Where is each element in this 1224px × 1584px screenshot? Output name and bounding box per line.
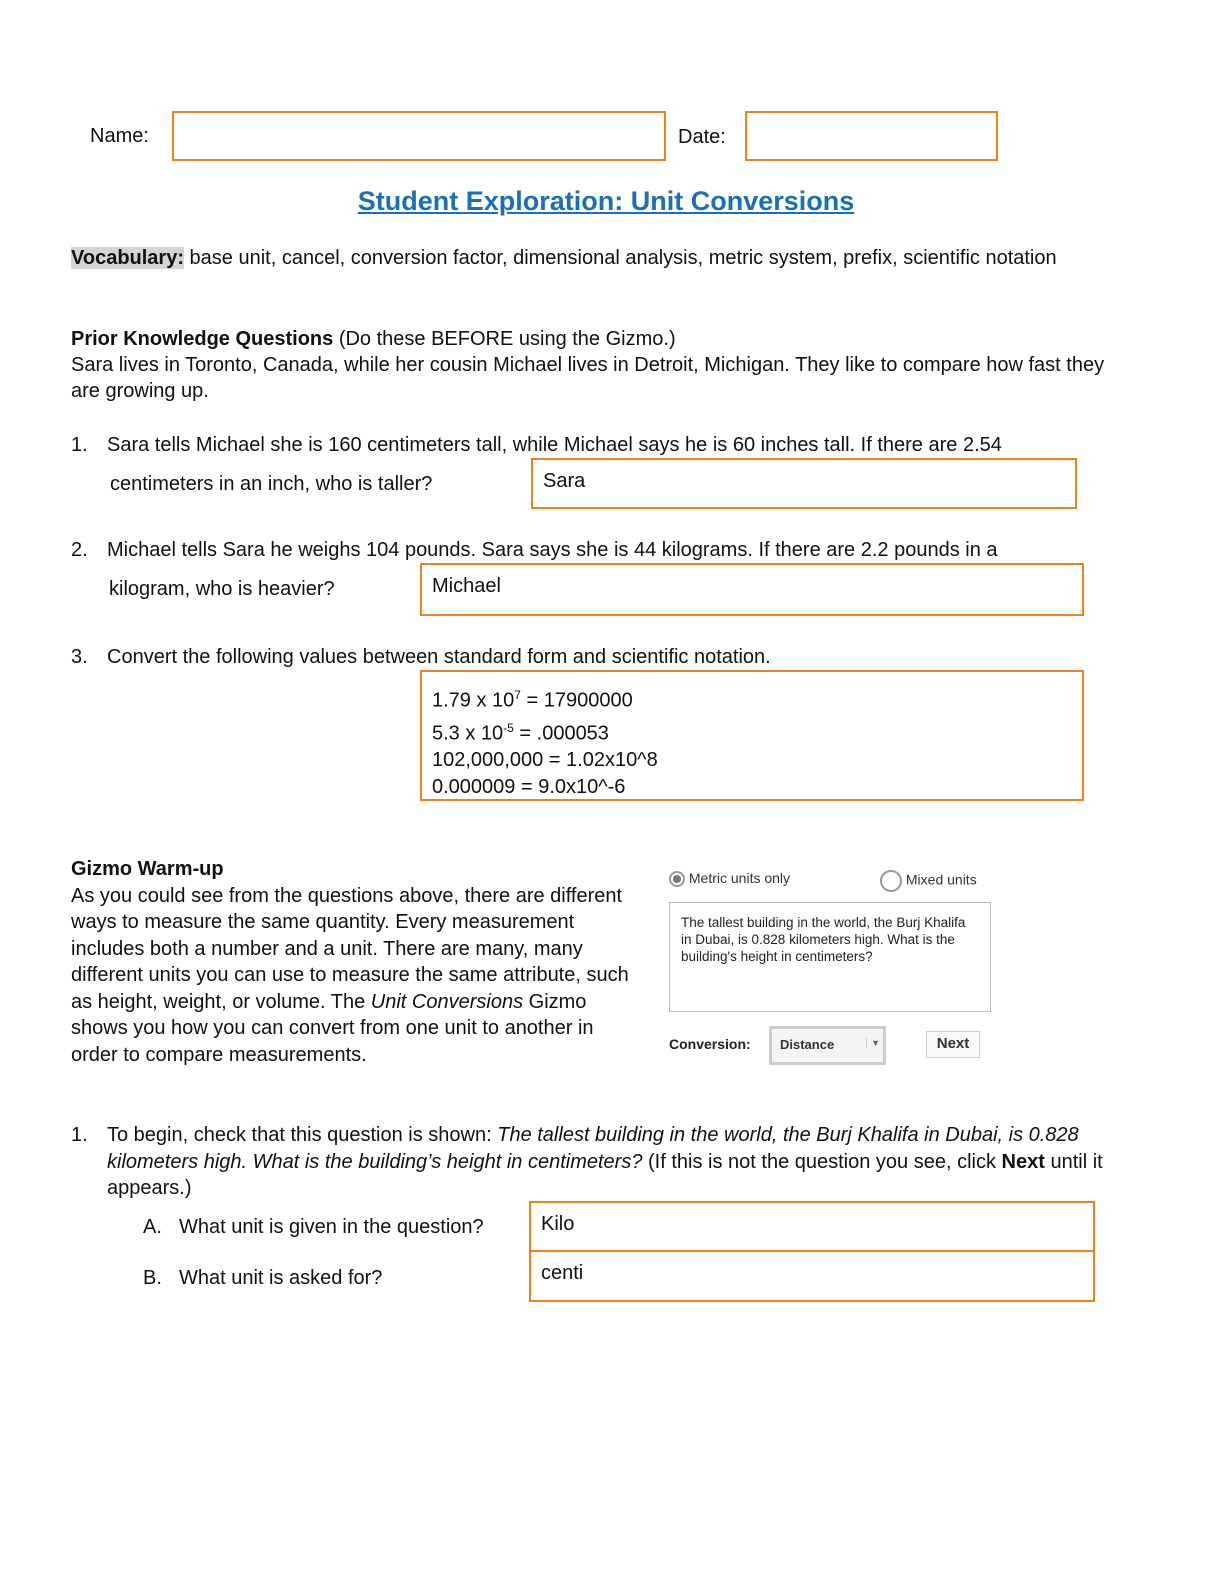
question-text: Michael tells Sara he weighs 104 pounds. Sara says she is 44 kilograms. If there are 2.2 pounds in a (107, 539, 998, 561)
vocabulary (71, 245, 1071, 272)
vocabulary-text: base unit, cancel, conversion factor, dimensional analysis, metric system, prefix, scientific notation (184, 247, 1057, 269)
radio-metric[interactable]: Metric units only (669, 870, 790, 887)
q-number: 3. (71, 646, 88, 668)
vocabulary-label: Vocabulary: (71, 247, 184, 269)
page-title[interactable]: Student Exploration: Unit Conversions (357, 186, 855, 216)
answer-line: 102,000,000 = 1.02x10^8 (432, 749, 658, 772)
date-label: Date: (678, 126, 726, 148)
part-question: What unit is given in the question? (179, 1216, 484, 1238)
prior-heading: Prior Knowledge Questions (71, 328, 334, 350)
question-text: kilogram, who is heavier? (109, 578, 335, 600)
date-field[interactable] (745, 111, 998, 161)
question-text: To begin, check that this question is shown: The tallest building in the world, the Burj Khalifa in Dubai, is 0.828 kilometers high. What is the building’s height in centimeters? (If this is not the question you see, click Next until it appears.) (107, 1124, 1103, 1199)
answer-line: 1.79 x $10^7 = 17900000$ (432, 688, 633, 712)
warmup-heading: Gizmo Warm-up (71, 858, 224, 880)
question-text: Sara tells Michael she is 160 centimeters tall, while Michael says he is 60 inches tall. If there are 2.54 (107, 434, 1002, 456)
answer-line: 5.3 x $10^{-5} = .000053$ (432, 720, 609, 745)
q-number: 1. (71, 1124, 88, 1146)
conversion-label: Conversion: (669, 1036, 751, 1052)
warmup-section: Gizmo Warm-up As you could see from the questions above, there are different ways to measure the same quantity. Every measurement includes both a number and a unit. There are many, many different units you can use to measure the same attribute, such as height, weight, or volume. The Unit Conversions Gizmo shows you how you can convert from one unit to another in order to compare measurements. (71, 858, 629, 1066)
answer-field[interactable]: Kilo (529, 1201, 1095, 1252)
name-field[interactable] (172, 111, 666, 161)
part-letter: A. (143, 1216, 162, 1238)
answer-field[interactable]: centi (529, 1250, 1095, 1302)
radio-selected-icon (669, 871, 685, 887)
part-letter: B. (143, 1267, 162, 1289)
question-text: Convert the following values between standard form and scientific notation. (107, 646, 771, 668)
answer-field[interactable]: Sara (531, 458, 1077, 509)
q-number: 1. (71, 434, 88, 456)
name-label: Name: (90, 125, 149, 147)
answer-field[interactable] (420, 670, 1084, 801)
q-number: 2. (71, 539, 88, 561)
prior-knowledge (71, 326, 1131, 404)
radio-empty-icon (880, 870, 902, 892)
prior-intro: Sara lives in Toronto, Canada, while her cousin Michael lives in Detroit, Michigan. They like to compare how fast they are growing up. (71, 354, 1105, 402)
conversion-select[interactable]: Distance ▼ (769, 1026, 886, 1065)
part-question: What unit is asked for? (179, 1267, 383, 1289)
next-button[interactable]: Next (926, 1031, 980, 1058)
radio-mixed[interactable]: Mixed units (880, 870, 977, 892)
answer-line: 0.000009 = 9.0x10^-6 (432, 776, 626, 799)
question-text: centimeters in an inch, who is taller? (110, 473, 433, 495)
chevron-down-icon: ▼ (866, 1038, 880, 1048)
prior-note: (Do these BEFORE using the Gizmo.) (333, 328, 676, 350)
answer-field[interactable]: Michael (420, 563, 1084, 616)
gizmo-question-box: The tallest building in the world, the Burj Khalifa in Dubai, is 0.828 kilometers high. What is the building's height in centimeters? (669, 902, 991, 1012)
